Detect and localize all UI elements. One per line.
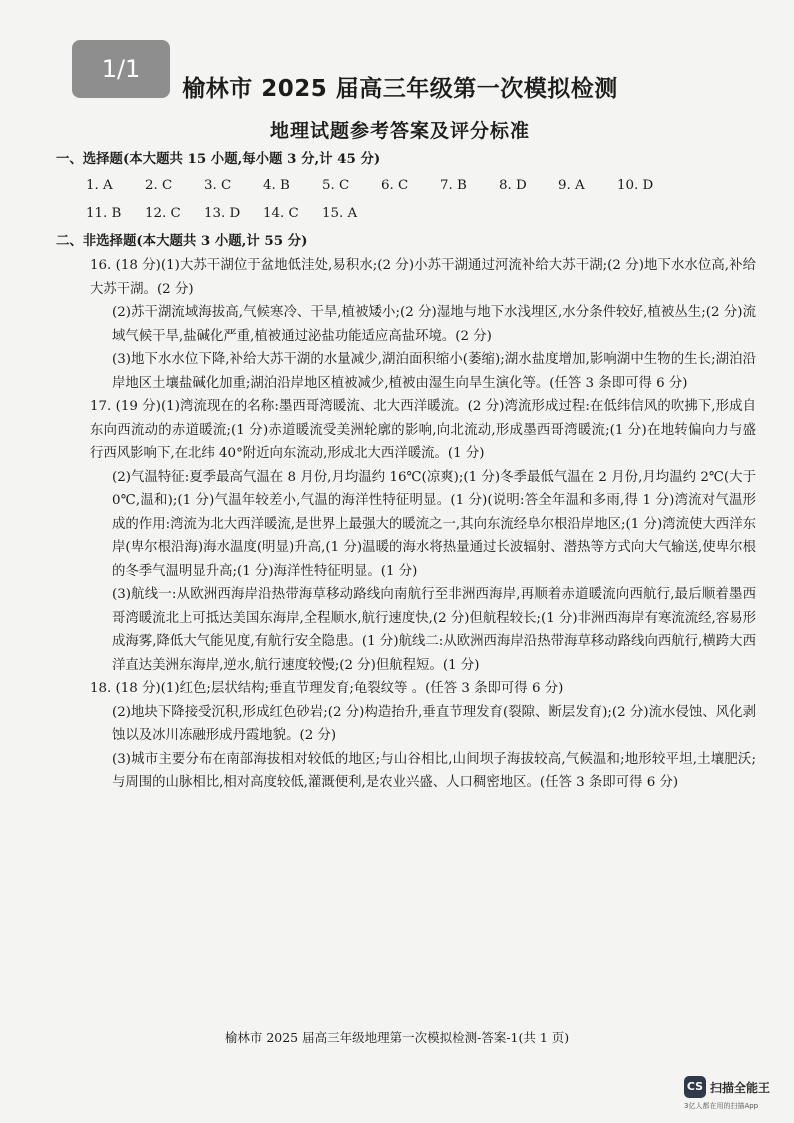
question-17-part-1: 17. (19 分)(1)湾流现在的名称:墨西哥湾暖流、北大西洋暖流。(2 分)湾流形成过程:在低纬信风的吹拂下,形成自东向西流动的赤道暖流;(1 分)赤道暖流受美洲轮廓的影响,向北流动,形成墨西哥湾暖流;(1 分)在地转偏向力与盛行西风影响下,在北纬 40°附近向东流动,形成北大西洋暖流。(1 分) [90, 399, 756, 461]
page-indicator-badge: 1/1 [72, 40, 170, 98]
page-footer: 榆林市 2025 届高三年级地理第一次模拟检测-答案-1(共 1 页) [224, 1030, 570, 1045]
answer-item: 12. C [145, 206, 181, 221]
page-subtitle: 地理试题参考答案及评分标准 [269, 120, 530, 142]
question-16-part-1: 16. (18 分)(1)大苏干湖位于盆地低洼处,易积水;(2 分)小苏干湖通过河流补给大苏干湖;(2 分)地下水水位高,补给大苏干湖。(2 分) [90, 258, 756, 297]
section-heading-choice: 一、选择题(本大题共 15 小题,每小题 3 分,计 45 分) [56, 151, 381, 167]
answer-item: 2. C [145, 178, 173, 193]
page-title: 榆林市 2025 届高三年级第一次模拟检测 [182, 76, 618, 102]
answer-row-2 [56, 200, 756, 228]
answer-item: 5. C [322, 178, 350, 193]
scanner-app-name: 扫描全能王 [710, 1080, 771, 1095]
answer-item: 15. A [322, 206, 358, 221]
answer-item: 7. B [440, 178, 467, 193]
question-16-part-2: (2)苏干湖流域海拔高,气候寒冷、干旱,植被矮小;(2 分)湿地与地下水浅埋区,水分条件较好,植被丛生;(2 分)流域气候干旱,盐碱化严重,植被通过泌盐功能适应高盐环境。(2 分) [112, 305, 756, 344]
question-18-part-3: (3)城市主要分布在南部海拔相对较低的地区;与山谷相比,山间坝子海拔较高,气候温和;地形较平坦,土壤肥沃;与周围的山脉相比,相对高度较低,灌溉便利,是农业兴盛、人口稠密地区。(任答 3 条即可得 6 分) [112, 751, 756, 790]
question-18-part-1: 18. (18 分)(1)红色;层状结构;垂直节理发育;龟裂纹等 。(任答 3 条即可得 6 分) [90, 681, 564, 696]
answer-item: 9. A [558, 178, 585, 193]
question-17 [90, 395, 756, 677]
answer-item: 6. C [381, 178, 409, 193]
question-18-part-2: (2)地块下降接受沉积,形成红色砂岩;(2 分)构造抬升,垂直节理发育(裂隙、断层发育);(2 分)流水侵蚀、风化剥蚀以及冰川冻融形成丹霞地貌。(2 分) [112, 704, 756, 743]
answer-item: 14. C [263, 206, 299, 221]
scanner-watermark [684, 1076, 770, 1098]
section-heading-nonchoice: 二、非选择题(本大题共 3 小题,计 55 分) [56, 233, 308, 249]
answer-item: 13. D [204, 206, 241, 221]
camscanner-icon: CS [684, 1076, 706, 1098]
answer-item: 10. D [617, 178, 654, 193]
scanner-tagline: 3亿人都在用的扫描App [684, 1102, 759, 1110]
question-17-part-3: (3)航线一:从欧洲西海岸沿热带海草移动路线向南航行至非洲西海岸,再顺着赤道暖流向西航行,最后顺着墨西哥湾暖流北上可抵达美国东海岸,全程顺水,航行速度快,(2 分)但航程较长;(1 分)非洲西海岸有寒流流经,容易形成海雾,降低大气能见度,有航行安全隐患。(1 分)航线二:从欧洲西海岸沿热带海草移动路线向西航行,横跨大西洋直达美洲东海岸,逆水,航行速度较慢;(2 分)但航程短。(1 分) [112, 587, 756, 673]
question-18 [90, 677, 756, 795]
answer-item: 4. B [263, 178, 290, 193]
answer-item: 11. B [86, 206, 122, 221]
answer-item: 1. A [86, 178, 113, 193]
answer-item: 3. C [204, 178, 232, 193]
question-17-part-2: (2)气温特征:夏季最高气温在 8 月份,月均温约 16℃(凉爽);(1 分)冬季最低气温在 2 月份,月均温约 2℃(大于 0℃,温和);(1 分)气温年较差小,气温的海洋性特征明显。(1 分)(说明:答全年温和多雨,得 1 分)湾流对气温形成的作用:湾流为北大西洋暖流,是世界上最强大的暖流之一,其向东流经阜尔根沿岸地区;(1 分)湾流使大西洋东岸(卑尔根沿海)海水温度(明显)升高,(1 分)温暖的海水将热量通过长波辐射、潜热等方式向大气输送,使卑尔根的冬季气温明显升高;(1 分)海洋性特征明显。(1 分) [112, 469, 756, 579]
question-16 [90, 254, 756, 395]
answer-content [56, 146, 756, 795]
answer-item: 8. D [499, 178, 527, 193]
answer-row-1 [56, 172, 756, 200]
question-16-part-3: (3)地下水水位下降,补给大苏干湖的水量减少,湖泊面积缩小(萎缩);湖水盐度增加,影响湖中生物的生长;湖泊沿岸地区土壤盐碱化加重;湖泊沿岸地区植被减少,植被由湿生向旱生演化等。(任答 3 条即可得 6 分) [112, 352, 756, 391]
